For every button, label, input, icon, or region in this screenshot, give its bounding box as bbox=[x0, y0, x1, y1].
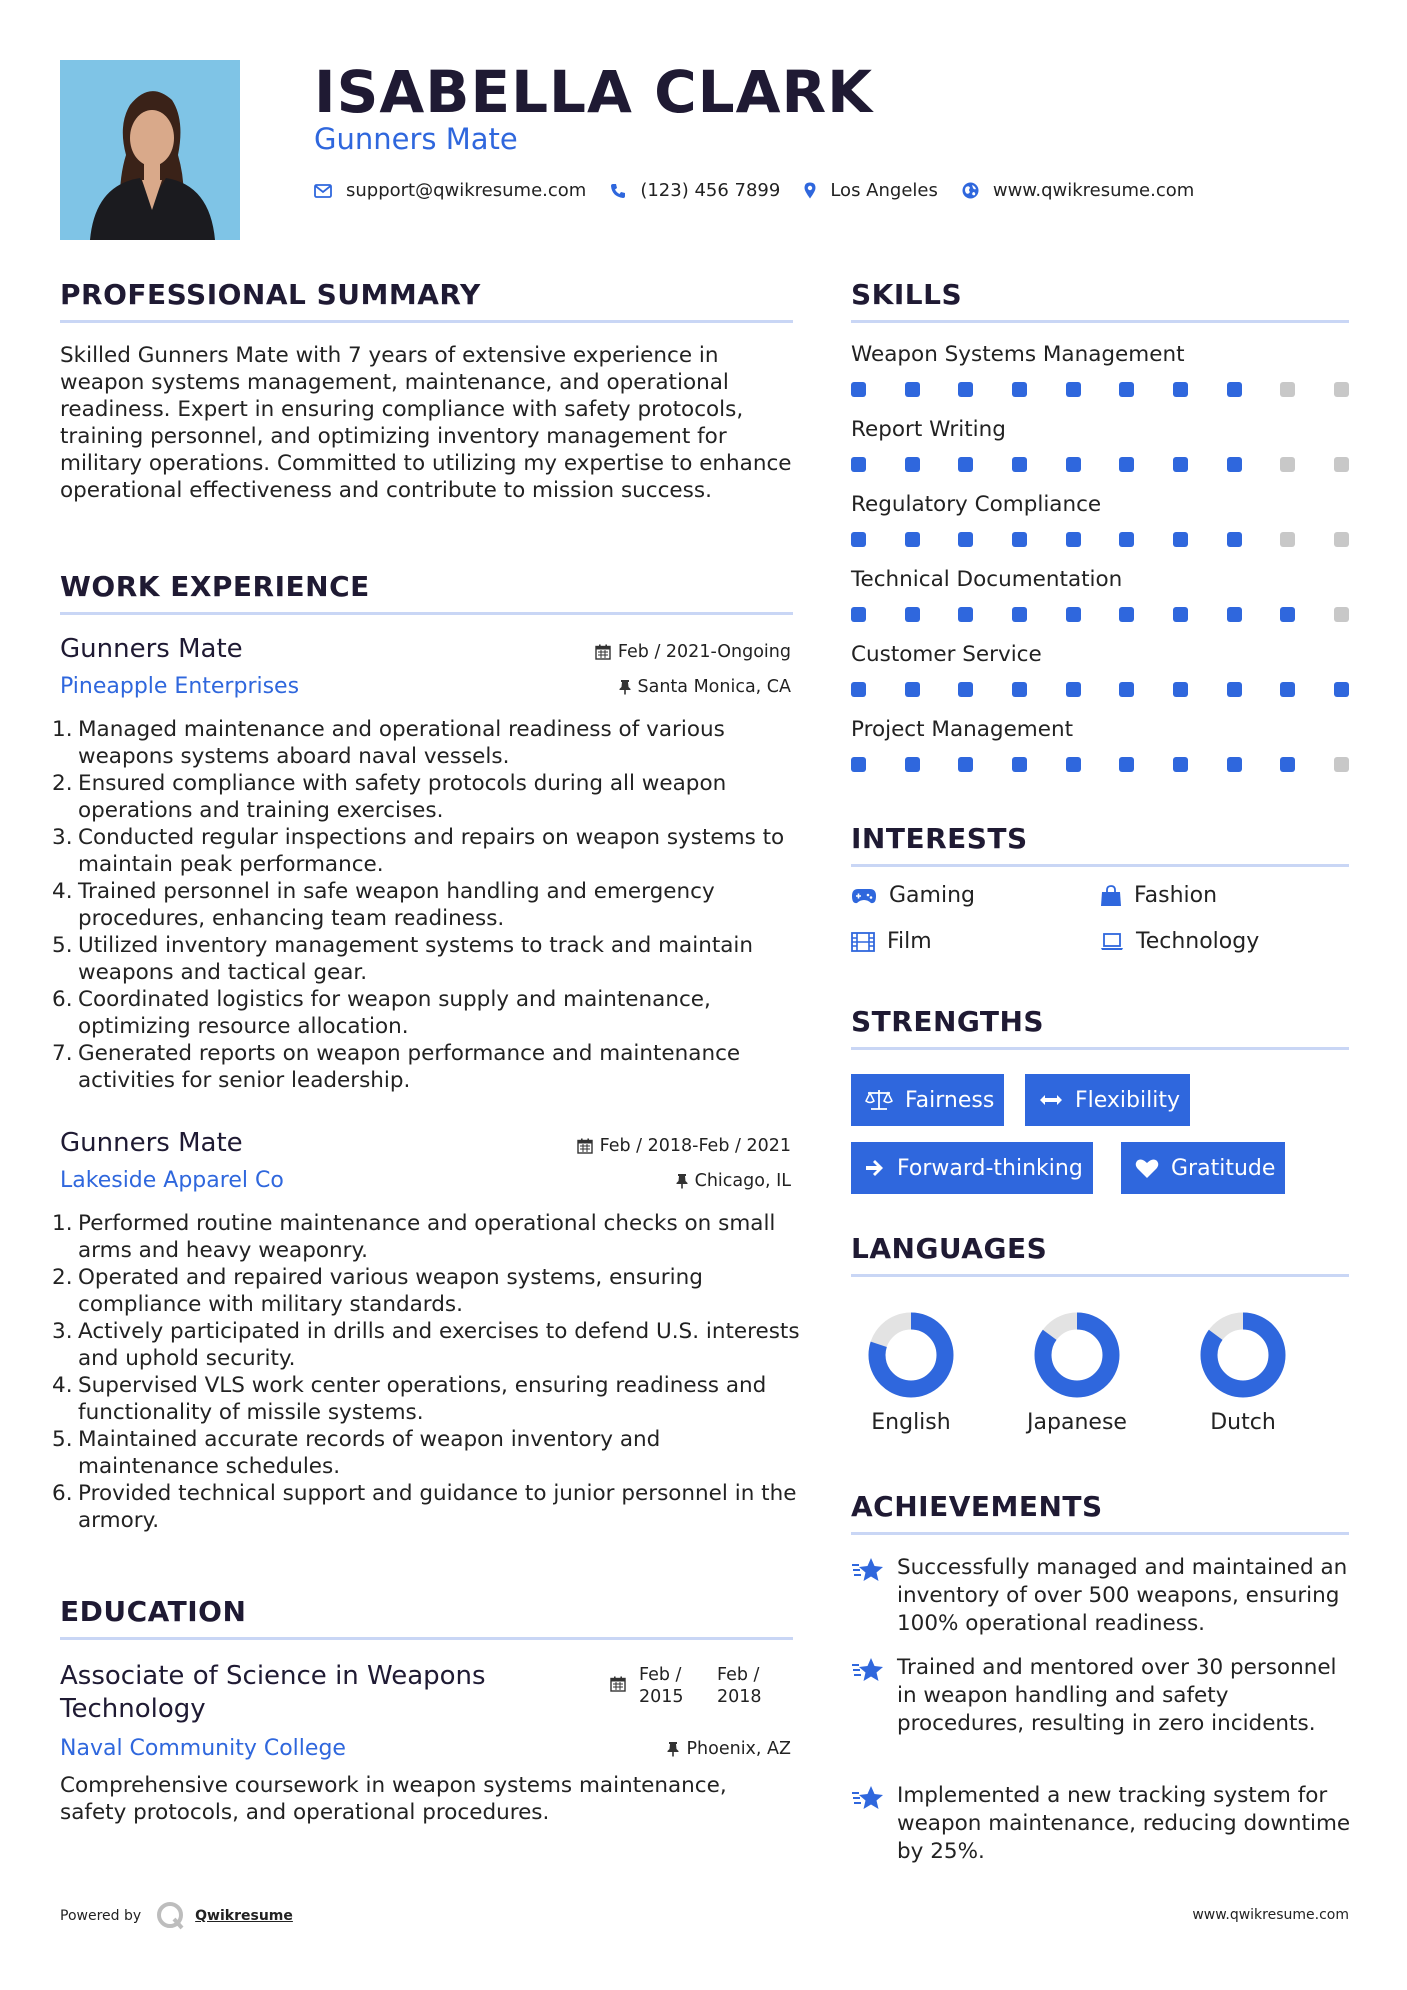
interest-gaming-label: Gaming bbox=[889, 883, 975, 908]
contact-bar bbox=[314, 180, 1218, 201]
job-2-dates-text: Feb / 2018-Feb / 2021 bbox=[599, 1136, 791, 1156]
skill-dot-filled bbox=[1227, 457, 1242, 472]
job-1-title: Gunners Mate bbox=[60, 634, 243, 664]
skill-dot-filled bbox=[1334, 682, 1349, 697]
interests-divider bbox=[851, 864, 1349, 867]
list-item: Conducted regular inspections and repairs on weapon systems to maintain peak performance. bbox=[78, 825, 785, 877]
skill-dot-filled bbox=[958, 607, 973, 622]
languages-divider bbox=[851, 1274, 1349, 1277]
strength-flexibility bbox=[1025, 1074, 1190, 1126]
skill-dot-filled bbox=[1066, 382, 1081, 397]
job-2-location-text: Chicago, IL bbox=[694, 1171, 791, 1191]
skill-dot-filled bbox=[851, 757, 866, 772]
footer-website[interactable]: www.qwikresume.com bbox=[1192, 1907, 1349, 1923]
laptop-icon bbox=[1100, 933, 1124, 951]
skill-rating bbox=[851, 757, 1349, 773]
summary-heading: PROFESSIONAL SUMMARY bbox=[60, 278, 481, 311]
contact-website[interactable] bbox=[962, 180, 1194, 201]
education-location bbox=[667, 1739, 791, 1759]
list-item: Supervised VLS work center operations, ensuring readiness and functionality of missile systems. bbox=[78, 1373, 767, 1425]
skill-dot-filled bbox=[1066, 532, 1081, 547]
skills-divider bbox=[851, 320, 1349, 323]
skill-dot-empty bbox=[1334, 532, 1349, 547]
skill-dot-filled bbox=[1173, 457, 1188, 472]
interest-technology bbox=[1100, 929, 1259, 954]
contact-website-text: www.qwikresume.com bbox=[992, 180, 1195, 201]
skill-dot-filled bbox=[958, 757, 973, 772]
strength-fairness-label: Fairness bbox=[905, 1087, 995, 1113]
job-2-title: Gunners Mate bbox=[60, 1128, 243, 1158]
skill-dot-filled bbox=[1227, 382, 1242, 397]
arrows-horizontal-icon bbox=[1039, 1093, 1063, 1107]
skill-dot-filled bbox=[1012, 607, 1027, 622]
skill-dot-filled bbox=[958, 682, 973, 697]
achievement-3 bbox=[851, 1782, 1351, 1866]
skill-dot-filled bbox=[1119, 457, 1134, 472]
contact-location bbox=[804, 180, 938, 201]
strengths-heading: STRENGTHS bbox=[851, 1005, 1045, 1038]
achievement-1-text: Successfully managed and maintained an inventory of over 500 weapons, ensuring 100% operational readiness. bbox=[897, 1555, 1348, 1636]
brand-link[interactable]: Qwikresume bbox=[195, 1908, 293, 1924]
list-item: Maintained accurate records of weapon inventory and maintenance schedules. bbox=[78, 1427, 661, 1479]
skill-dot-filled bbox=[958, 457, 973, 472]
skill-dot-filled bbox=[851, 682, 866, 697]
skill-rating bbox=[851, 382, 1349, 398]
skill-dot-empty bbox=[1334, 607, 1349, 622]
strength-flexibility-label: Flexibility bbox=[1075, 1087, 1180, 1113]
star-icon bbox=[851, 1784, 885, 1812]
list-item: Actively participated in drills and exercises to defend U.S. interests and uphold security. bbox=[78, 1319, 800, 1371]
calendar-icon bbox=[610, 1676, 626, 1692]
skill-dot-filled bbox=[1119, 682, 1134, 697]
skill-dot-empty bbox=[1334, 757, 1349, 772]
job-1-location bbox=[619, 677, 792, 697]
education-school: Naval Community College bbox=[60, 1736, 346, 1761]
education-dates bbox=[610, 1664, 775, 1708]
list-item: Provided technical support and guidance to junior personnel in the armory. bbox=[78, 1481, 797, 1533]
skill-dot-filled bbox=[1280, 682, 1295, 697]
language-donut bbox=[1198, 1310, 1288, 1400]
list-item: Ensured compliance with safety protocols during all weapon operations and training exercises. bbox=[78, 771, 727, 823]
skill-dot-filled bbox=[1173, 682, 1188, 697]
job-2-location bbox=[676, 1171, 791, 1191]
skill-dot-filled bbox=[905, 682, 920, 697]
powered-by-label: Powered by bbox=[60, 1908, 142, 1924]
summary-text: Skilled Gunners Mate with 7 years of extensive experience in weapon systems management, maintenance, and operational readiness. Expert in ensuring compliance with safety protocols, training personnel, and optimizing inventory management for military operations. Committed to utilizing my expertise to enhance operational effectiveness and contribute to mission success. bbox=[60, 343, 792, 503]
skill-dot-filled bbox=[905, 457, 920, 472]
skill-dot-empty bbox=[1334, 457, 1349, 472]
education-location-text: Phoenix, AZ bbox=[686, 1739, 791, 1759]
interest-gaming bbox=[851, 883, 975, 908]
skill-dot-filled bbox=[905, 532, 920, 547]
interest-film-label: Film bbox=[887, 929, 932, 954]
skill-name: Technical Documentation bbox=[851, 567, 1123, 592]
skill-dot-filled bbox=[1227, 757, 1242, 772]
skill-dot-empty bbox=[1280, 382, 1295, 397]
contact-phone-text: (123) 456 7899 bbox=[640, 180, 781, 201]
skill-dot-filled bbox=[1227, 682, 1242, 697]
strength-gratitude-label: Gratitude bbox=[1171, 1155, 1276, 1181]
job-1-dates bbox=[595, 642, 791, 662]
education-end: Feb / 2018 bbox=[717, 1665, 762, 1707]
film-icon bbox=[851, 932, 875, 952]
skill-dot-filled bbox=[1227, 607, 1242, 622]
globe-icon bbox=[962, 182, 979, 199]
skill-dot-filled bbox=[1280, 757, 1295, 772]
experience-heading: WORK EXPERIENCE bbox=[60, 570, 370, 603]
experience-divider bbox=[60, 612, 793, 615]
achievement-3-text: Implemented a new tracking system for weapon maintenance, reducing downtime by 25%. bbox=[897, 1783, 1351, 1864]
gamepad-icon bbox=[851, 887, 877, 905]
skill-dot-empty bbox=[1280, 532, 1295, 547]
job-1-duties bbox=[60, 716, 800, 1094]
interest-fashion bbox=[1100, 883, 1217, 908]
skill-dot-filled bbox=[1119, 607, 1134, 622]
skill-name: Customer Service bbox=[851, 642, 1042, 667]
education-heading: EDUCATION bbox=[60, 1595, 247, 1628]
skill-dot-filled bbox=[851, 607, 866, 622]
heart-icon bbox=[1135, 1158, 1159, 1179]
map-pin-icon bbox=[804, 182, 816, 199]
contact-email[interactable] bbox=[314, 180, 586, 201]
star-icon bbox=[851, 1556, 885, 1584]
interests-heading: INTERESTS bbox=[851, 822, 1028, 855]
strengths-divider bbox=[851, 1047, 1349, 1050]
education-description: Comprehensive coursework in weapon systems maintenance, safety protocols, and operational procedures. bbox=[60, 1773, 727, 1825]
language-name: Dutch bbox=[1210, 1410, 1276, 1435]
skill-rating bbox=[851, 532, 1349, 548]
contact-email-text: support@qwikresume.com bbox=[346, 180, 587, 201]
candidate-name: ISABELLA CLARK bbox=[314, 58, 874, 126]
skill-name: Regulatory Compliance bbox=[851, 492, 1102, 517]
skill-rating bbox=[851, 682, 1349, 698]
skill-dot-filled bbox=[1066, 607, 1081, 622]
list-item: Generated reports on weapon performance and maintenance activities for senior leadership. bbox=[78, 1041, 741, 1093]
education-divider bbox=[60, 1637, 793, 1640]
pushpin-icon bbox=[619, 679, 631, 695]
envelope-icon bbox=[314, 184, 332, 198]
language-donut bbox=[866, 1310, 956, 1400]
contact-location-text: Los Angeles bbox=[830, 180, 938, 201]
achievement-2 bbox=[851, 1654, 1351, 1738]
skill-dot-filled bbox=[1012, 457, 1027, 472]
interest-technology-label: Technology bbox=[1136, 929, 1260, 954]
strength-forward-thinking-label: Forward-thinking bbox=[897, 1155, 1083, 1181]
skill-dot-filled bbox=[851, 532, 866, 547]
list-item: Managed maintenance and operational readiness of various weapons systems aboard naval vessels. bbox=[78, 717, 725, 769]
achievement-1 bbox=[851, 1554, 1351, 1638]
achievement-2-text: Trained and mentored over 30 personnel in weapon handling and safety procedures, resulting in zero incidents. bbox=[897, 1655, 1337, 1736]
pushpin-icon bbox=[676, 1173, 688, 1189]
strength-gratitude bbox=[1121, 1142, 1285, 1194]
job-2-company: Lakeside Apparel Co bbox=[60, 1168, 284, 1193]
job-1-dates-text: Feb / 2021-Ongoing bbox=[617, 642, 791, 662]
skill-dot-filled bbox=[905, 757, 920, 772]
candidate-role: Gunners Mate bbox=[314, 122, 518, 156]
job-2-dates bbox=[577, 1136, 791, 1156]
profile-photo-avatar bbox=[60, 60, 240, 240]
list-item: Operated and repaired various weapon systems, ensuring compliance with military standards. bbox=[78, 1265, 703, 1317]
skill-dot-filled bbox=[905, 382, 920, 397]
arrow-right-icon bbox=[865, 1159, 885, 1177]
skill-name: Project Management bbox=[851, 717, 1074, 742]
skill-dot-filled bbox=[1066, 682, 1081, 697]
list-item: Performed routine maintenance and operational checks on small arms and heavy weaponry. bbox=[78, 1211, 776, 1263]
star-icon bbox=[851, 1656, 885, 1684]
skills-heading: SKILLS bbox=[851, 278, 963, 311]
skill-dot-filled bbox=[851, 457, 866, 472]
strength-fairness bbox=[851, 1074, 1004, 1126]
balance-scale-icon bbox=[865, 1089, 893, 1111]
skill-dot-filled bbox=[1119, 382, 1134, 397]
qwikresume-logo-icon bbox=[155, 1900, 187, 1932]
skill-dot-filled bbox=[1119, 757, 1134, 772]
skill-dot-filled bbox=[1012, 757, 1027, 772]
language-name: English bbox=[871, 1410, 951, 1435]
skill-dot-filled bbox=[851, 382, 866, 397]
skill-dot-filled bbox=[1280, 607, 1295, 622]
calendar-icon bbox=[577, 1138, 593, 1154]
education-start: Feb / 2015 bbox=[639, 1665, 684, 1707]
skill-dot-filled bbox=[1173, 382, 1188, 397]
skill-rating bbox=[851, 607, 1349, 623]
education-degree: Associate of Science in Weapons Technology bbox=[60, 1661, 486, 1724]
skill-dot-filled bbox=[958, 382, 973, 397]
interest-fashion-label: Fashion bbox=[1134, 883, 1218, 908]
skill-dot-filled bbox=[1012, 382, 1027, 397]
summary-divider bbox=[60, 320, 793, 323]
job-1-company: Pineapple Enterprises bbox=[60, 674, 300, 699]
skill-dot-empty bbox=[1280, 457, 1295, 472]
list-item: Trained personnel in safe weapon handling and emergency procedures, enhancing team readiness. bbox=[78, 879, 715, 931]
skill-dot-filled bbox=[1066, 457, 1081, 472]
shopping-bag-icon bbox=[1100, 885, 1122, 907]
skill-dot-filled bbox=[1012, 532, 1027, 547]
skill-dot-filled bbox=[1173, 757, 1188, 772]
list-item: Coordinated logistics for weapon supply and maintenance, optimizing resource allocation. bbox=[78, 987, 711, 1039]
skill-dot-empty bbox=[1334, 382, 1349, 397]
list-item: Utilized inventory management systems to track and maintain weapons and tactical gear. bbox=[78, 933, 754, 985]
strength-forward-thinking bbox=[851, 1142, 1093, 1194]
language-name: Japanese bbox=[1027, 1410, 1127, 1435]
calendar-icon bbox=[595, 644, 611, 660]
skill-name: Report Writing bbox=[851, 417, 1006, 442]
interest-film bbox=[851, 929, 932, 954]
achievements-divider bbox=[851, 1532, 1349, 1535]
contact-phone[interactable] bbox=[610, 180, 780, 201]
job-2-duties bbox=[60, 1210, 800, 1534]
skill-dot-filled bbox=[1012, 682, 1027, 697]
profile-photo bbox=[60, 60, 240, 240]
phone-icon bbox=[610, 183, 626, 199]
skill-dot-filled bbox=[1119, 532, 1134, 547]
pushpin-icon bbox=[667, 1741, 679, 1757]
skill-dot-filled bbox=[1173, 532, 1188, 547]
job-1-location-text: Santa Monica, CA bbox=[637, 677, 791, 697]
skill-dot-filled bbox=[905, 607, 920, 622]
languages-heading: LANGUAGES bbox=[851, 1232, 1048, 1265]
skill-name: Weapon Systems Management bbox=[851, 342, 1185, 367]
skill-rating bbox=[851, 457, 1349, 473]
skill-dot-filled bbox=[958, 532, 973, 547]
skill-dot-filled bbox=[1066, 757, 1081, 772]
language-donut bbox=[1032, 1310, 1122, 1400]
achievements-heading: ACHIEVEMENTS bbox=[851, 1490, 1103, 1523]
skill-dot-filled bbox=[1173, 607, 1188, 622]
skill-dot-filled bbox=[1227, 532, 1242, 547]
footer-powered-by bbox=[60, 1900, 293, 1932]
